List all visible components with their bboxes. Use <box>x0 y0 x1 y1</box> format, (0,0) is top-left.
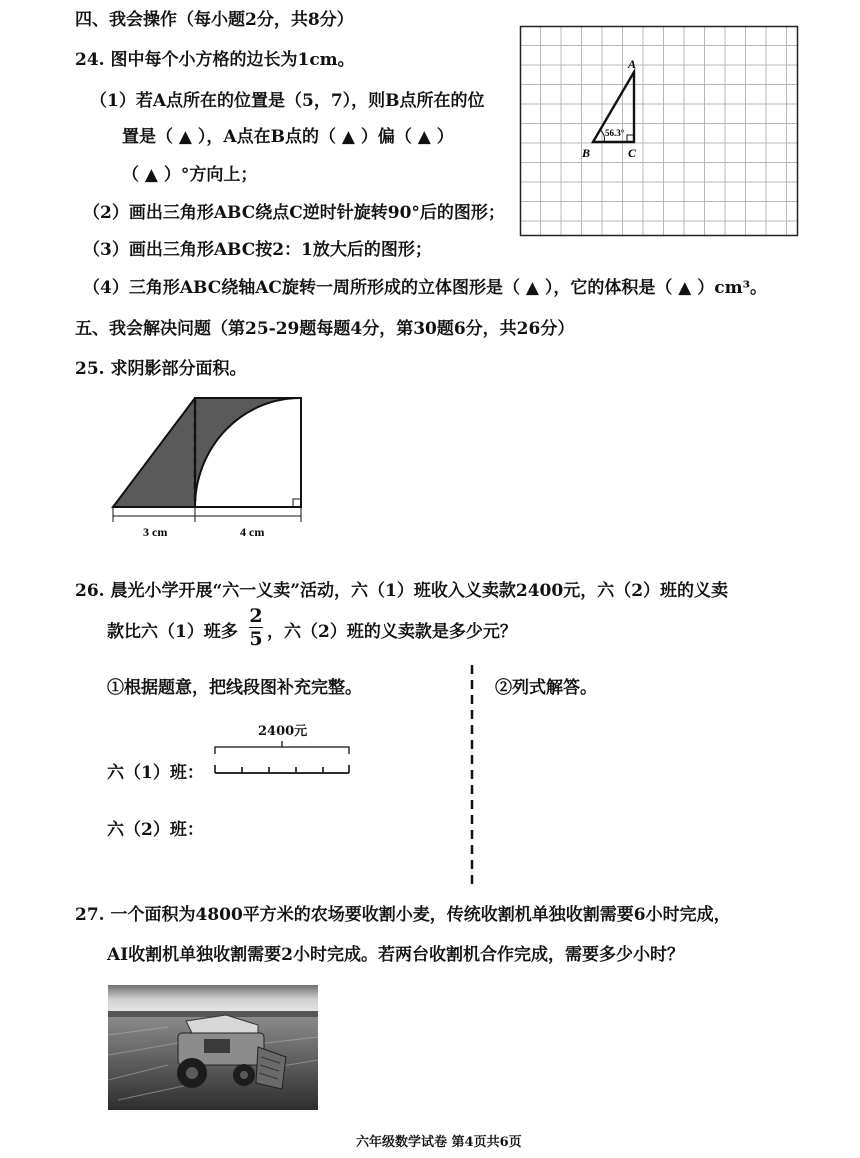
q24-part2: （2）画出三角形ABC绕点C逆时针旋转90°后的图形； <box>83 203 505 223</box>
q24-part3: （3）画出三角形ABC按2：1放大后的图形； <box>83 240 432 260</box>
q24-part1-line3: （ ▲ ）°方向上； <box>122 165 258 185</box>
section4-heading: 四、我会操作（每小题2分，共8分） <box>75 10 354 30</box>
q26-fraction <box>247 606 265 649</box>
q24-title: 24. 图中每个小方格的边长为1cm。 <box>75 50 355 70</box>
q24-part1-line1: （1）若A点所在的位置是（5，7），则B点所在的位 <box>90 91 485 111</box>
q26-fraction-denominator: 5 <box>249 628 263 650</box>
coordinate-grid <box>520 26 798 236</box>
class2-label: 六（2）班： <box>107 820 204 840</box>
divider-dashed <box>470 665 474 890</box>
q26-part2-label: ②列式解答。 <box>495 678 597 698</box>
q26-line2-post: ，六（2）班的义卖款是多少元？ <box>267 622 517 642</box>
q27-line1: 27. 一个面积为4800平方米的农场要收割小麦，传统收割机单独收割需要6小时完成， <box>75 905 731 925</box>
q27-line2: AI收割机单独收割需要2小时完成。若两台收割机合作完成，需要多少小时？ <box>107 945 684 965</box>
class1-label: 六（1）班： <box>107 763 204 783</box>
page-footer: 六年级数学试卷 第4页共6页 <box>356 1135 522 1150</box>
q25-dim-right: 4 cm <box>240 525 265 539</box>
harvester-photo <box>108 985 318 1110</box>
segment-amount-label: 2400元 <box>258 724 308 739</box>
q26-part1-label: ①根据题意，把线段图补充完整。 <box>107 678 362 698</box>
label-c: C <box>628 146 637 160</box>
q25-title: 25. 求阴影部分面积。 <box>75 359 247 379</box>
q26-line1: 26. 晨光小学开展“六一义卖”活动，六（1）班收入义卖款2400元，六（2）班的义卖 <box>75 581 729 601</box>
label-b: B <box>582 146 591 160</box>
q25-dim-left: 3 cm <box>143 525 168 539</box>
angle-label: 56.3° <box>605 128 625 138</box>
section5-heading: 五、我会解决问题（第25-29题每题4分，第30题6分，共26分） <box>75 319 575 339</box>
q26-line2-pre: 款比六（1）班多 <box>107 622 238 642</box>
q24-part4: （4）三角形ABC绕轴AC旋转一周所形成的立体图形是（ ▲ ），它的体积是（ ▲ ）cm³。 <box>83 278 768 298</box>
segment-diagram <box>212 738 354 780</box>
q25-figure <box>105 390 315 550</box>
q24-part1-line2: 置是（ ▲ ），A点在B点的（ ▲ ）偏（ ▲ ） <box>122 127 454 147</box>
label-a: A <box>628 57 637 71</box>
q26-fraction-numerator: 2 <box>249 605 263 627</box>
